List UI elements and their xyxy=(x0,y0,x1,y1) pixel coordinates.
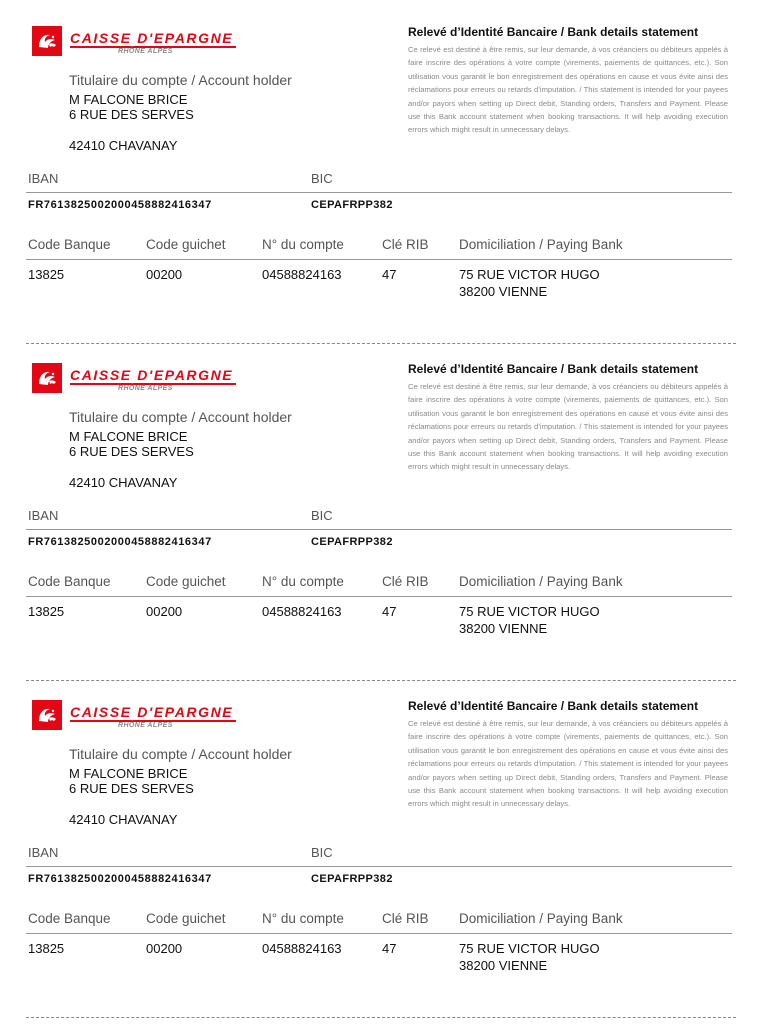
account-holder-name: M FALCONE BRICE xyxy=(69,766,188,781)
bank-region: RHÔNE ALPES xyxy=(118,722,173,729)
branch-code-value: 00200 xyxy=(146,267,183,282)
branch-code-value: 00200 xyxy=(146,941,183,956)
bank-code-value: 13825 xyxy=(28,941,65,956)
divider xyxy=(26,866,732,867)
paying-bank-header: Domiciliation / Paying Bank xyxy=(459,574,623,589)
divider xyxy=(26,259,732,260)
rib-key-header: Clé RIB xyxy=(382,911,429,926)
statement-text: Ce relevé est destiné à être remis, sur leur demande, à vos créanciers ou débiteurs appelés à faire inscrire des opérations à votre compte (virements, paiements de quittances, etc.). Son utilisation vous garantit le bon enregistrement des opérations en cause et vous évite ainsi des réclamations pour erreurs ou retards d’imputation. / This statement is intended for your payees and/or payors when setting up Direct debit, Standing orders, Transfers and Payment. Please use this Bank account statement when booking transactions. It will help avoiding execution errors which might result in unnecessary delays. xyxy=(408,45,728,135)
account-number-value: 04588824163 xyxy=(262,267,342,282)
rib-slip xyxy=(0,674,768,1011)
bic-label: BIC xyxy=(311,845,333,860)
account-number-value: 04588824163 xyxy=(262,604,342,619)
rib-key-header: Clé RIB xyxy=(382,237,429,252)
statement-text: Ce relevé est destiné à être remis, sur leur demande, à vos créanciers ou débiteurs appelés à faire inscrire des opérations à votre compte (virements, paiements de quittances, etc.). Son utilisation vous garantit le bon enregistrement des opérations en cause et vous évite ainsi des réclamations pour erreurs ou retards d’imputation. / This statement is intended for your payees and/or payors when setting up Direct debit, Standing orders, Transfers and Payment. Please use this Bank account statement when booking transactions. It will help avoiding execution errors which might result in unnecessary delays. xyxy=(408,719,728,809)
branch-code-header: Code guichet xyxy=(146,237,226,252)
account-holder-street: 6 RUE DES SERVES xyxy=(69,107,194,122)
bank-logo xyxy=(32,26,242,60)
bic-value: CEPAFRPP382 xyxy=(311,199,393,211)
rib-key-value: 47 xyxy=(382,604,397,619)
bank-code-header: Code Banque xyxy=(28,237,111,252)
paying-bank-address-line-1: 75 RUE VICTOR HUGO xyxy=(459,604,600,619)
squirrel-logo-icon xyxy=(32,700,62,730)
statement-text: Ce relevé est destiné à être remis, sur leur demande, à vos créanciers ou débiteurs appelés à faire inscrire des opérations à votre compte (virements, paiements de quittances, etc.). Son utilisation vous garantit le bon enregistrement des opérations en cause et vous évite ainsi des réclamations pour erreurs ou retards d’imputation. / This statement is intended for your payees and/or payors when setting up Direct debit, Standing orders, Transfers and Payment. Please use this Bank account statement when booking transactions. It will help avoiding execution errors which might result in unnecessary delays. xyxy=(408,382,728,472)
rib-key-value: 47 xyxy=(382,941,397,956)
account-holder-label: Titulaire du compte / Account holder xyxy=(69,409,292,425)
squirrel-logo-icon xyxy=(32,26,62,56)
divider xyxy=(26,192,732,193)
branch-code-value: 00200 xyxy=(146,604,183,619)
rib-slip xyxy=(0,337,768,674)
rib-key-value: 47 xyxy=(382,267,397,282)
statement-title: Relevé d’Identité Bancaire / Bank details statement xyxy=(408,362,699,376)
account-holder-name: M FALCONE BRICE xyxy=(69,429,188,444)
iban-value: FR7613825002000458882416347 xyxy=(28,873,212,885)
bic-value: CEPAFRPP382 xyxy=(311,536,393,548)
paying-bank-address-line-2: 38200 VIENNE xyxy=(459,284,548,299)
rib-key-header: Clé RIB xyxy=(382,574,429,589)
account-holder-name: M FALCONE BRICE xyxy=(69,92,188,107)
branch-code-header: Code guichet xyxy=(146,911,226,926)
rib-slip xyxy=(0,0,768,337)
paying-bank-address-line-1: 75 RUE VICTOR HUGO xyxy=(459,267,600,282)
account-holder-street: 6 RUE DES SERVES xyxy=(69,781,194,796)
bank-region: RHÔNE ALPES xyxy=(118,48,173,55)
account-number-header: N° du compte xyxy=(262,911,344,926)
account-holder-label: Titulaire du compte / Account holder xyxy=(69,72,292,88)
paying-bank-address-line-2: 38200 VIENNE xyxy=(459,958,548,973)
statement-title: Relevé d’Identité Bancaire / Bank details statement xyxy=(408,25,699,39)
bank-name: CAISSE D'EPARGNE xyxy=(70,704,234,720)
bank-logo xyxy=(32,700,242,734)
paying-bank-address-line-2: 38200 VIENNE xyxy=(459,621,548,636)
account-holder-label: Titulaire du compte / Account holder xyxy=(69,746,292,762)
bank-code-value: 13825 xyxy=(28,267,65,282)
bic-label: BIC xyxy=(311,508,333,523)
divider xyxy=(26,933,732,934)
account-holder-city: 42410 CHAVANAY xyxy=(69,475,178,490)
iban-value: FR7613825002000458882416347 xyxy=(28,199,212,211)
bank-name: CAISSE D'EPARGNE xyxy=(70,30,234,46)
bic-label: BIC xyxy=(311,171,333,186)
account-holder-city: 42410 CHAVANAY xyxy=(69,812,178,827)
account-number-header: N° du compte xyxy=(262,237,344,252)
iban-value: FR7613825002000458882416347 xyxy=(28,536,212,548)
divider xyxy=(26,596,732,597)
paying-bank-header: Domiciliation / Paying Bank xyxy=(459,237,623,252)
statement-title: Relevé d’Identité Bancaire / Bank details statement xyxy=(408,699,699,713)
iban-label: IBAN xyxy=(28,171,59,186)
paying-bank-header: Domiciliation / Paying Bank xyxy=(459,911,623,926)
bank-code-value: 13825 xyxy=(28,604,65,619)
bic-value: CEPAFRPP382 xyxy=(311,873,393,885)
bank-name: CAISSE D'EPARGNE xyxy=(70,367,234,383)
account-number-value: 04588824163 xyxy=(262,941,342,956)
squirrel-logo-icon xyxy=(32,363,62,393)
cut-line xyxy=(26,1017,736,1018)
divider xyxy=(26,529,732,530)
bank-code-header: Code Banque xyxy=(28,574,111,589)
bank-region: RHÔNE ALPES xyxy=(118,385,173,392)
paying-bank-address-line-1: 75 RUE VICTOR HUGO xyxy=(459,941,600,956)
iban-label: IBAN xyxy=(28,845,59,860)
branch-code-header: Code guichet xyxy=(146,574,226,589)
bank-code-header: Code Banque xyxy=(28,911,111,926)
account-number-header: N° du compte xyxy=(262,574,344,589)
iban-label: IBAN xyxy=(28,508,59,523)
account-holder-city: 42410 CHAVANAY xyxy=(69,138,178,153)
bank-logo xyxy=(32,363,242,397)
account-holder-street: 6 RUE DES SERVES xyxy=(69,444,194,459)
